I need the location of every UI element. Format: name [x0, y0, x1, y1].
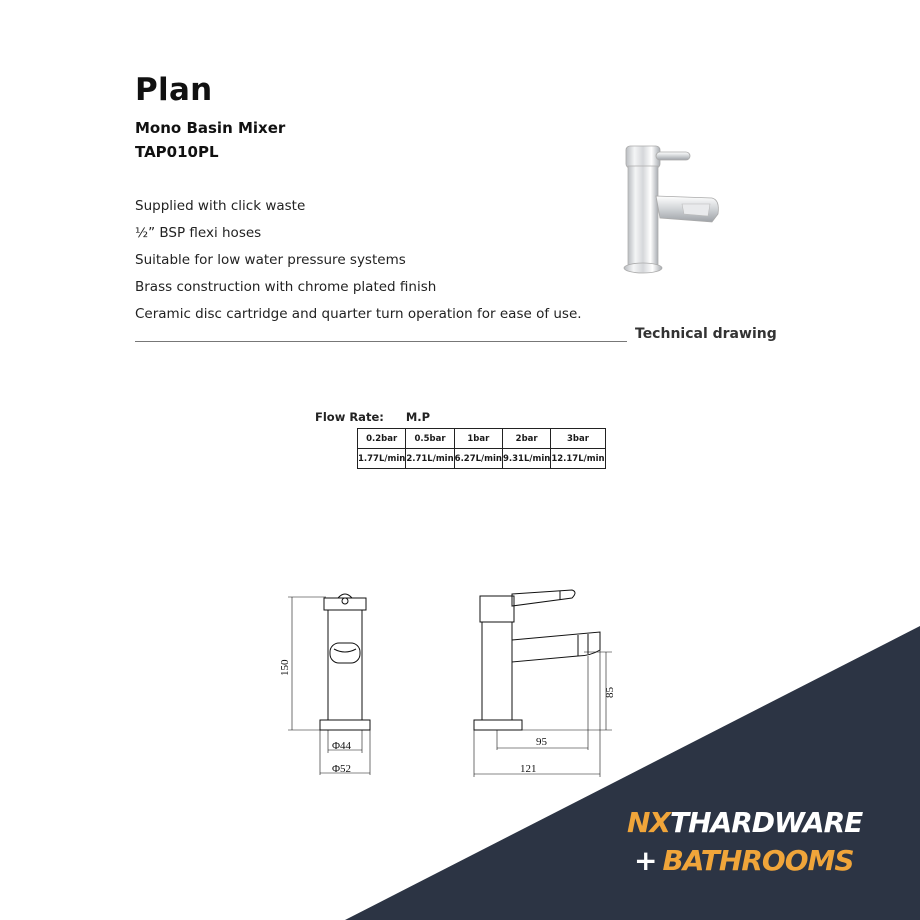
height-value: 150: [279, 659, 291, 676]
side-view-drawing: [460, 580, 620, 780]
rate-cell: 9.31L/min: [502, 449, 550, 469]
total-depth-value: 121: [520, 763, 537, 775]
feature-item: Brass construction with chrome plated finish: [135, 279, 437, 295]
brand-logo-bathrooms: BATHROOMS: [662, 844, 854, 877]
brand-logo-line2: [634, 844, 854, 877]
pressure-row: [358, 429, 606, 449]
brand-logo-line1: [627, 806, 862, 839]
brand-logo-t: T: [670, 806, 689, 839]
product-title: Plan: [135, 72, 213, 108]
rate-cell: 6.27L/min: [454, 449, 502, 469]
flow-rate-caption: Flow Rate:: [315, 410, 384, 424]
rate-cell: 2.71L/min: [406, 449, 454, 469]
feature-item: Ceramic disc cartridge and quarter turn operation for ease of use.: [135, 306, 582, 322]
spout-height-value: 85: [604, 687, 616, 698]
dimension-height-label: [276, 650, 292, 680]
feature-item: ½” BSP flexi hoses: [135, 225, 262, 241]
section-divider: [135, 341, 627, 342]
flow-rate-label: [315, 410, 430, 424]
product-subtitle: Mono Basin Mixer: [135, 119, 286, 137]
rate-row: [358, 449, 606, 469]
rate-cell: 12.17L/min: [551, 449, 605, 469]
rate-cell: 1.77L/min: [358, 449, 406, 469]
pressure-cell: 0.2bar: [358, 429, 406, 449]
pressure-cell: 1bar: [454, 429, 502, 449]
feature-item: Suitable for low water pressure systems: [135, 252, 406, 268]
spout-reach-value: 95: [536, 736, 547, 748]
brand-logo-plus: +: [634, 844, 657, 877]
brand-logo-nx: NX: [627, 806, 671, 839]
flow-rate-table: [357, 428, 606, 469]
pressure-cell: 3bar: [551, 429, 605, 449]
brand-logo-hardware: HARDWARE: [688, 806, 863, 839]
product-photo: [612, 138, 724, 280]
pressure-cell: 0.5bar: [406, 429, 454, 449]
flow-rate-type: M.P: [405, 410, 431, 424]
base-inner-value: Φ44: [332, 740, 352, 752]
product-code: TAP010PL: [135, 143, 219, 161]
dimension-total-depth-label: [518, 760, 548, 776]
base-outer-value: Φ52: [332, 763, 352, 775]
section-label: Technical drawing: [635, 326, 777, 342]
dimension-base-inner-label: [330, 737, 370, 753]
dimension-base-outer-label: [330, 760, 370, 776]
pressure-cell: 2bar: [502, 429, 550, 449]
feature-item: Supplied with click waste: [135, 198, 306, 214]
dimension-spout-reach-label: [534, 733, 558, 749]
dimension-spout-height-label: [601, 678, 617, 702]
